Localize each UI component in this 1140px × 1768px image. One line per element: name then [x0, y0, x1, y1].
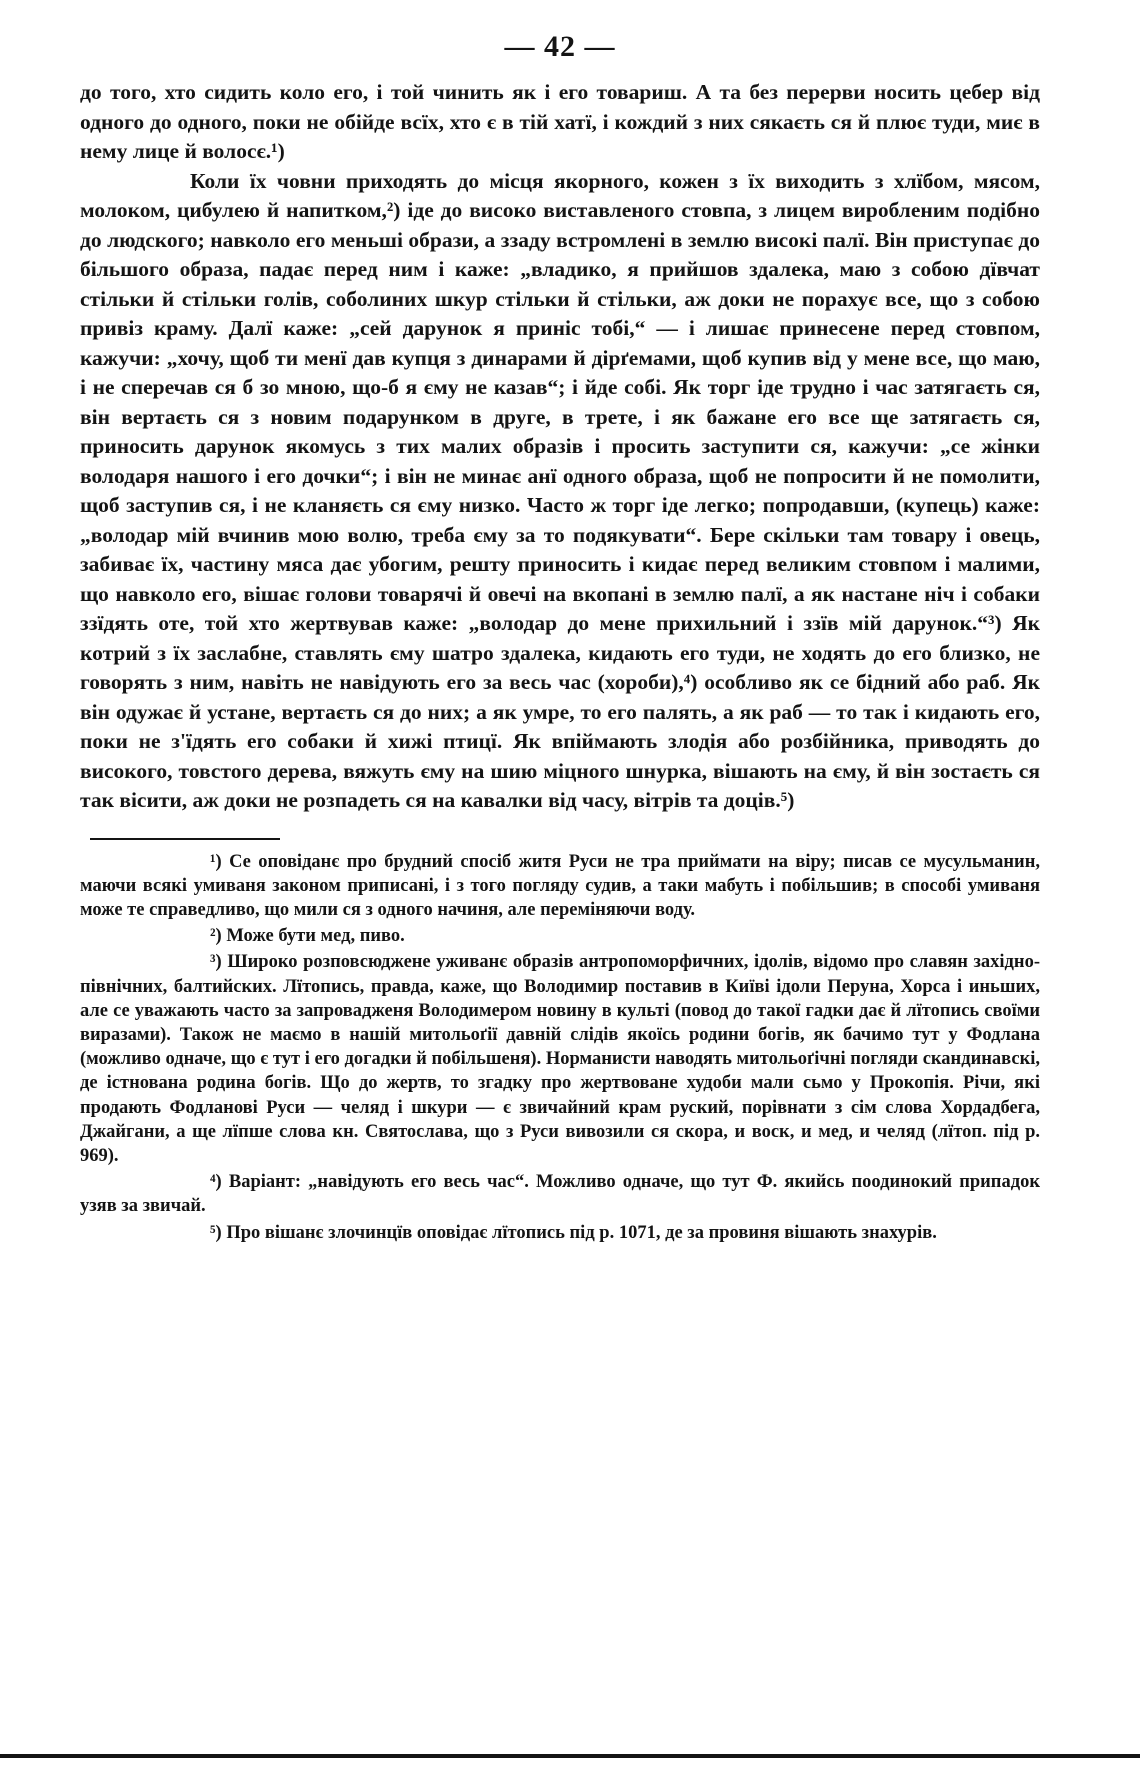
paragraph-1: до того, хто сидить коло его, і той чинить як і его товариш. А та без перерви носить цебер від одного до одного, поки не обійде всїх, хто є в тій хатї, і кождий з них сякаєть ся й плює туди, миє в нему лице й волосє.¹) — [80, 80, 1040, 163]
page — [80, 30, 1040, 1245]
paragraph-2: Коли їх човни приходять до місця якорного, кожен з їх виходить з хлїбом, мясом, молоком, цибулею й напитком,²) іде до високо виставленого стовпа, з лицем виробленим подібно до людского; навколо его меньші образи, а ззаду встромлені в землю високі палї. Він приступає до більшого образа, падає перед ним і каже: „владико, я прийшов здалека, маю з собою дївчат стільки й стільки голів, соболиних шкур стільки й стільки, аж доки не порахує все, що з собою привіз краму. Далї каже: „сей дарунок я приніс тобі,“ — і лишає принесене перед стовпом, кажучи: „хочу, щоб ти менї дав купця з динарами й дірґемами, щоб купив від у мене все, що маю, і не сперечав ся б зо мною, що-б я єму не казав“; і йде собі. Як торг іде трудно і час затягаєть ся, він вертаєть ся з новим подарунком в друге, в трете, і як бажане его все ще затягаєть ся, приносить дарунок якомусь з тих малих образів і просить заступити ся, кажучи: „се жінки володаря нашого і его дочки“; і він не минає анї одного образа, щоб не попросити й не помолити, щоб заступив ся, і не кланяєть ся єму низко. Часто ж торг іде легко; попродавши, (купець) каже: „володар мій вчинив мою волю, треба єму за то подякувати“. Бере скільки там товару і овець, забиває їх, частину мяса дає убогим, решту приносить і кидає перед великим стовпом і малими, що навколо его, вішає голови товарячі й овечі на вкопані в землю палї, а як настане ніч і собаки ззїдять оте, той хто жертвував каже: „володар до мене прихильний і ззїв мій дарунок.“³) Як котрий з їх заслабне, ставлять єму шатро здалека, кидають его туди, не ходять до его близко, не говорять з ним, навіть не навідують его за весь час (хороби),⁴) особливо як се бідний або раб. Як він одужає й устане, вертаєть ся до них; а як умре, то его палять, а як раб — то так і кидають его, поки не з'їдять его собаки й хижі птицї. Як впіймають злодія або розбійника, приводять до високого, товстого дерева, вяжуть єму на шию міцного шнурка, вішають на єму, й він зостаєть ся так вісити, аж доки не розпадеть ся на кавалки від часу, вітрів та доців.⁵) — [80, 168, 1040, 812]
footnote-divider — [90, 838, 280, 840]
footnote-3: ³) Широко розповсюджене уживанє образів антропоморфичних, ідолів, відомо про славян західно-північних, балтийских. Лїтопись, правда, каже, що Володимир поставив в Київі ідоли Перуна, Хорса і иньших, але се уважають часто за запровадженя Володимером новину в культі (повод до такої гадки дає й лїтопись своїми виразами). Також не маємо в нашій митольоґії давній слідів якоїсь родини богів, як бачимо тут у Фодлана (можливо одначе, що є тут і его догадки й побільшеня). Норманисти наводять митольоґічні погляди скандинавскі, де істнована родина богів. Що до жертв, то згадку про жертвоване худоби мали сьмо у Прокопія. Річи, які продають Фодланові Руси — челяд і шкури — є звичайний крам руский, порівнати з сім слова Хордадбега, Джайгани, а ще лїпше слова кн. Святослава, що з Руси вивозили ся скора, и воск, и мед, и челяд (лїтоп. під р. 969). — [80, 952, 1040, 1166]
footnote-5: ⁵) Про вішанє злочинцїв оповідає лїтопись під р. 1071, де за провиня вішають знахурів. — [210, 1222, 937, 1243]
footnote-2: ²) Може бути мед, пиво. — [210, 926, 405, 947]
main-text — [80, 78, 1040, 816]
footnotes — [80, 850, 1040, 1245]
page-number: — 42 — — [504, 30, 616, 63]
bottom-edge-bar — [0, 1754, 1140, 1758]
footnote-4: ⁴) Варіант: „навідують его весь час“. Можливо одначе, що тут Ф. якийсь поодинокий припадок узяв за звичай. — [80, 1172, 1040, 1217]
footnote-1: ¹) Се оповіданє про брудний спосіб житя Руси не тра приймати на віру; писав се мусульманин, маючи всякі умиваня законом приписані, і з того погляду судив, а таки мабуть і побільшив; в способі умиваня може те справедливо, що мили ся з одного начиня, але переміняючи воду. — [80, 851, 1040, 920]
